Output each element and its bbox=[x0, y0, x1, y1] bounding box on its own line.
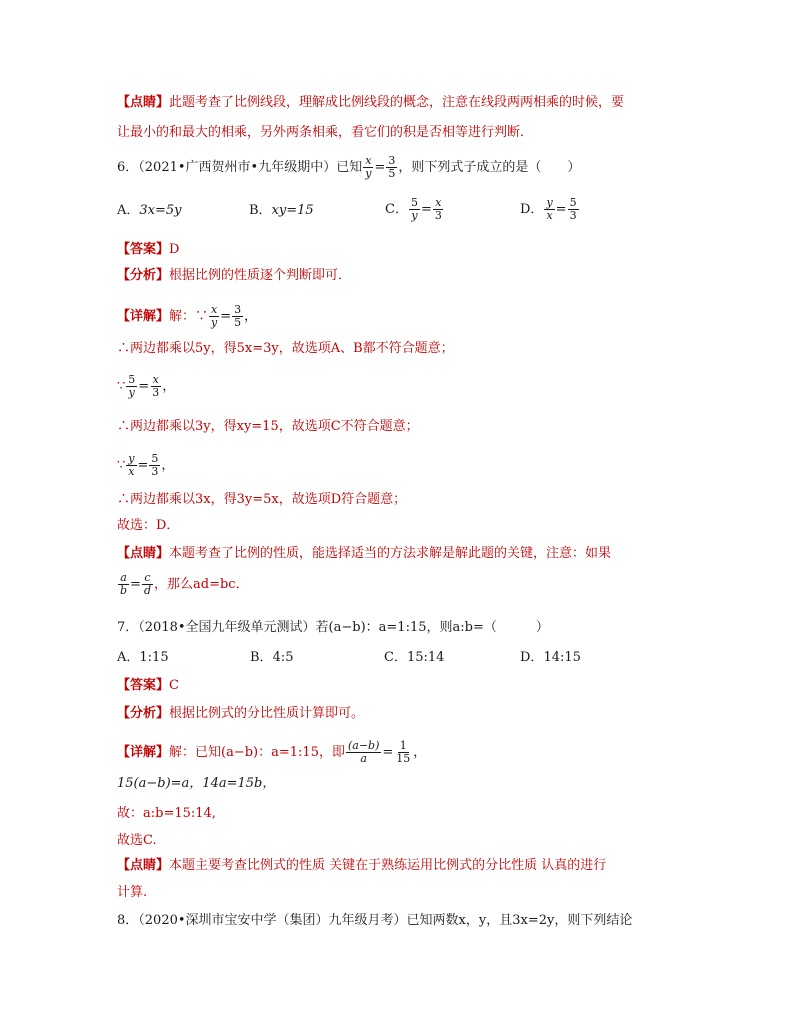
q6-number: 6． bbox=[117, 160, 139, 175]
q8-stem: 8．（2020•深圳市宝安中学（集团）九年级月考）已知两数x，y，且3x=2y，则下列结论 bbox=[117, 913, 633, 928]
q6-stem-rhs-fraction: $\frac{3}{5}$ bbox=[388, 154, 396, 180]
point-tag: 【点睛】 bbox=[117, 95, 170, 110]
q6-option-d: D． $\frac{y}{x}$ = $\frac{5}{3}$ bbox=[520, 196, 577, 222]
q6-stem-b: ，则下列式子成立的是（ ） bbox=[398, 160, 581, 175]
q6-option-b: B．xy=15 bbox=[249, 203, 314, 218]
q6-option-a: A．3x=5y bbox=[117, 203, 182, 218]
q7-option-d: D．14:15 bbox=[520, 650, 581, 665]
q6-detail-line-c: ∴两边都乘以3x，得3y=5x，故选项D符合题意； bbox=[117, 492, 407, 507]
q6-stem-a: 已知 bbox=[336, 160, 363, 175]
q7-point-line2: 计算. bbox=[117, 885, 148, 900]
q6-point: 【点睛】本题考查了比例的性质，能选择适当的方法求解是解此题的关键，注意：如果 bbox=[117, 546, 612, 561]
q7-detail: 【详解】解：已知(a−b)：a=1:15，即 $\frac{(a-b)}{a}$ = $\frac{1}{15}$ ， bbox=[117, 739, 427, 765]
q7-option-a: A．1:15 bbox=[117, 650, 169, 665]
q6-answer: 【答案】D bbox=[117, 242, 180, 257]
q7-choose: 故选C. bbox=[117, 833, 157, 848]
q7-detail-line-a: 15(a−b)=a，14a=15b， bbox=[117, 776, 276, 791]
q7-point: 【点睛】本题主要考查比例式的性质 关键在于熟练运用比例式的分比性质 认真的进行 bbox=[117, 858, 607, 873]
q6-choose: 故选：D． bbox=[117, 518, 180, 533]
q7-analysis: 【分析】根据比例式的分比性质计算即可。 bbox=[117, 706, 365, 721]
q6-stem-fraction: $\frac{x}{y}$ bbox=[365, 154, 372, 180]
q6-point-line2: $\frac{a}{b}$ = $\frac{c}{d}$ ，那么ad=bc． bbox=[120, 571, 249, 597]
q6-detail: 【详解】解：∵ $\frac{x}{y}$ = $\frac{3}{5}$ ， bbox=[117, 303, 258, 329]
q6-option-c: C． $\frac{5}{y}$ = $\frac{x}{3}$ bbox=[385, 196, 442, 222]
q6-detail-eq2: ∵ $\frac{5}{y}$ = $\frac{x}{3}$ ， bbox=[117, 373, 176, 399]
q6-detail-eq3: ∵ $\frac{y}{x}$ = $\frac{5}{3}$ ， bbox=[117, 452, 175, 478]
q6-analysis: 【分析】根据比例的性质逐个判断即可． bbox=[117, 268, 352, 283]
q6-source: （2021•广西贺州市•九年级期中） bbox=[138, 160, 337, 175]
q6-detail-line-a: ∴两边都乘以5y，得5x=3y，故选项A、B都不符合题意； bbox=[117, 341, 454, 356]
q7-stem: 7．（2018•全国九年级单元测试）若(a−b)：a=1:15，则a:b=（ ） bbox=[117, 620, 549, 635]
q7-option-c: C．15:14 bbox=[384, 650, 445, 665]
point-note-top bbox=[117, 94, 624, 112]
q7-answer: 【答案】C bbox=[117, 678, 179, 693]
q6-detail-line-b: ∴两边都乘以3y，得xy=15，故选项C不符合题意； bbox=[117, 419, 419, 434]
point-text-line2: 让最小的和最大的相乘，另外两条相乘，看它们的积是否相等进行判断． bbox=[117, 125, 534, 140]
q6-stem: 6．（2021•广西贺州市•九年级期中）已知 $\frac{x}{y}$ = $\frac{3}{5}$ ，则下列式子成立的是（ ） bbox=[117, 154, 581, 180]
q7-detail-line-b: 故：a:b=15:14, bbox=[117, 806, 216, 821]
q7-option-b: B．4:5 bbox=[250, 650, 294, 665]
point-text-line1: 此题考查了比例线段，理解成比例线段的概念，注意在线段两两相乘的时候，要 bbox=[169, 95, 625, 110]
